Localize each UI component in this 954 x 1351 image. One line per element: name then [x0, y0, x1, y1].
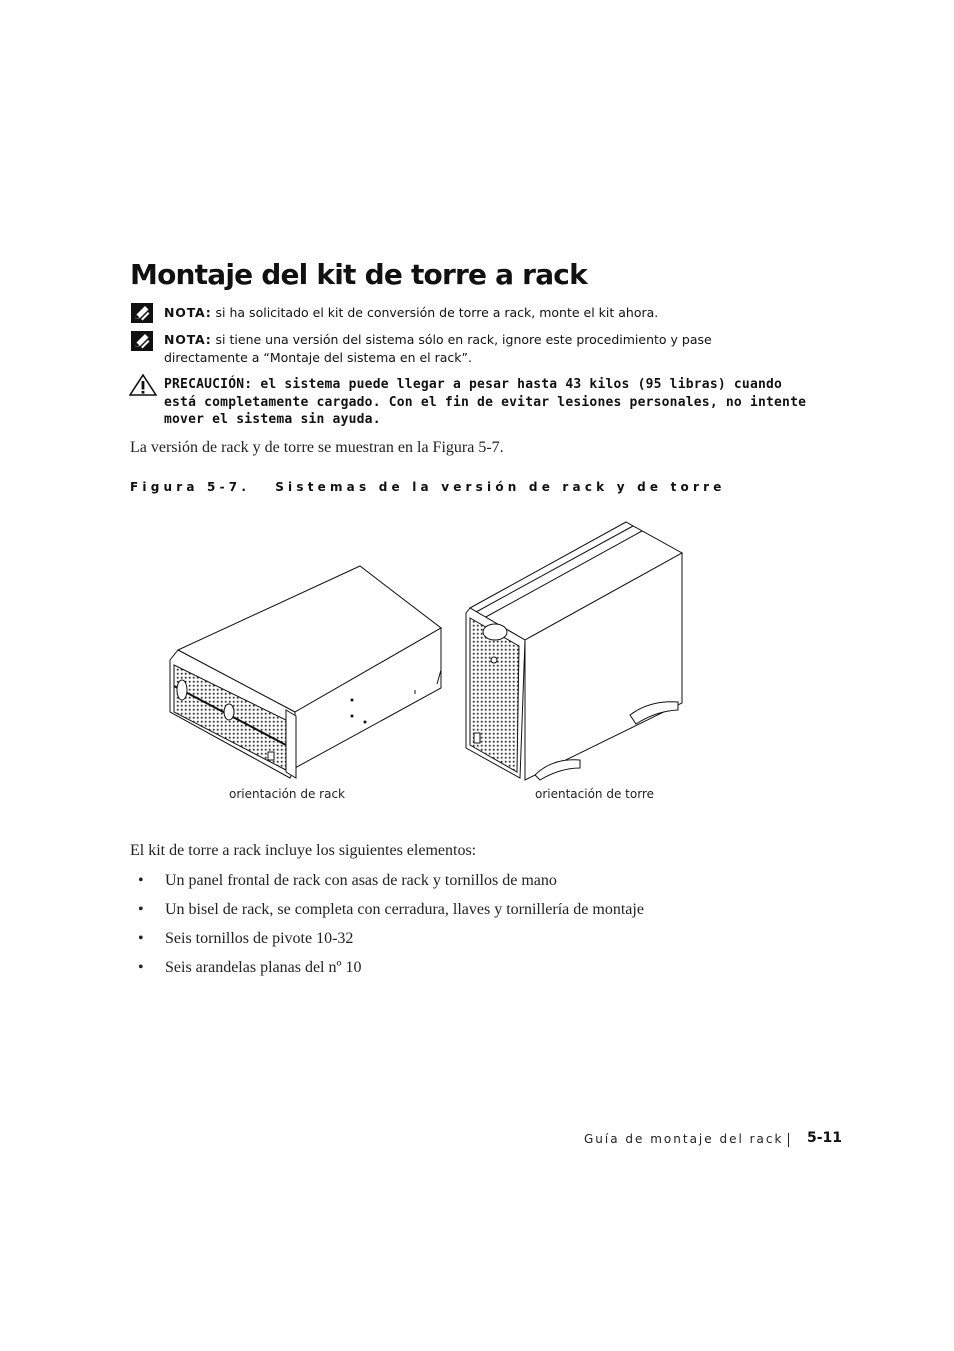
note-pencil-icon [131, 331, 153, 351]
tower-server-drawing [466, 522, 682, 780]
caution-line-2: está completamente cargado. Con el fin de evitar lesiones personales, no intente [164, 394, 807, 410]
label-rack-orientation: orientación de rack [229, 787, 345, 801]
note-1-text: si ha solicitado el kit de conversión de torre a rack, monte el kit ahora. [215, 305, 659, 320]
bullet-marker: • [138, 872, 144, 889]
figure-illustration [160, 515, 700, 790]
note-2 [164, 331, 712, 367]
note-label: NOTA: [164, 305, 212, 320]
list-item: Seis arandelas planas del nº 10 [165, 959, 362, 976]
list-item: Seis tornillos de pivote 10-32 [165, 930, 354, 947]
page-number: 5-11 [807, 1130, 843, 1146]
note-pencil-icon [131, 303, 153, 323]
caution-block [164, 376, 806, 429]
warning-triangle-icon [129, 374, 157, 396]
note-1 [164, 304, 658, 322]
note-2-text-line1: si tiene una versión del sistema sólo en rack, ignore este procedimiento y pase [215, 332, 712, 347]
footer-title: Guía de montaje del rack [584, 1132, 784, 1146]
caution-line-3: mover el sistema sin ayuda. [164, 412, 381, 427]
list-item: Un panel frontal de rack con asas de rack y tornillos de mano [165, 872, 557, 889]
footer-divider [788, 1133, 789, 1147]
bullet-marker: • [138, 901, 144, 918]
figure-caption: Figura 5-7. Sistemas de la versión de rack y de torre [130, 480, 726, 494]
bullet-marker: • [138, 930, 144, 947]
kit-intro: El kit de torre a rack incluye los siguientes elementos: [130, 842, 477, 859]
label-tower-orientation: orientación de torre [535, 787, 654, 801]
caution-line-1: PRECAUCIÓN: el sistema puede llegar a pesar hasta 43 kilos (95 libras) cuando [164, 377, 783, 392]
bullet-marker: • [138, 959, 144, 976]
intro-paragraph: La versión de rack y de torre se muestran en la Figura 5-7. [130, 439, 504, 456]
note-label: NOTA: [164, 332, 212, 347]
section-title: Montaje del kit de torre a rack [130, 258, 587, 291]
list-item: Un bisel de rack, se completa con cerradura, llaves y tornillería de montaje [165, 901, 644, 918]
rack-server-drawing [170, 566, 441, 778]
note-2-text-line2: directamente a “Montaje del sistema en el rack”. [164, 350, 472, 365]
